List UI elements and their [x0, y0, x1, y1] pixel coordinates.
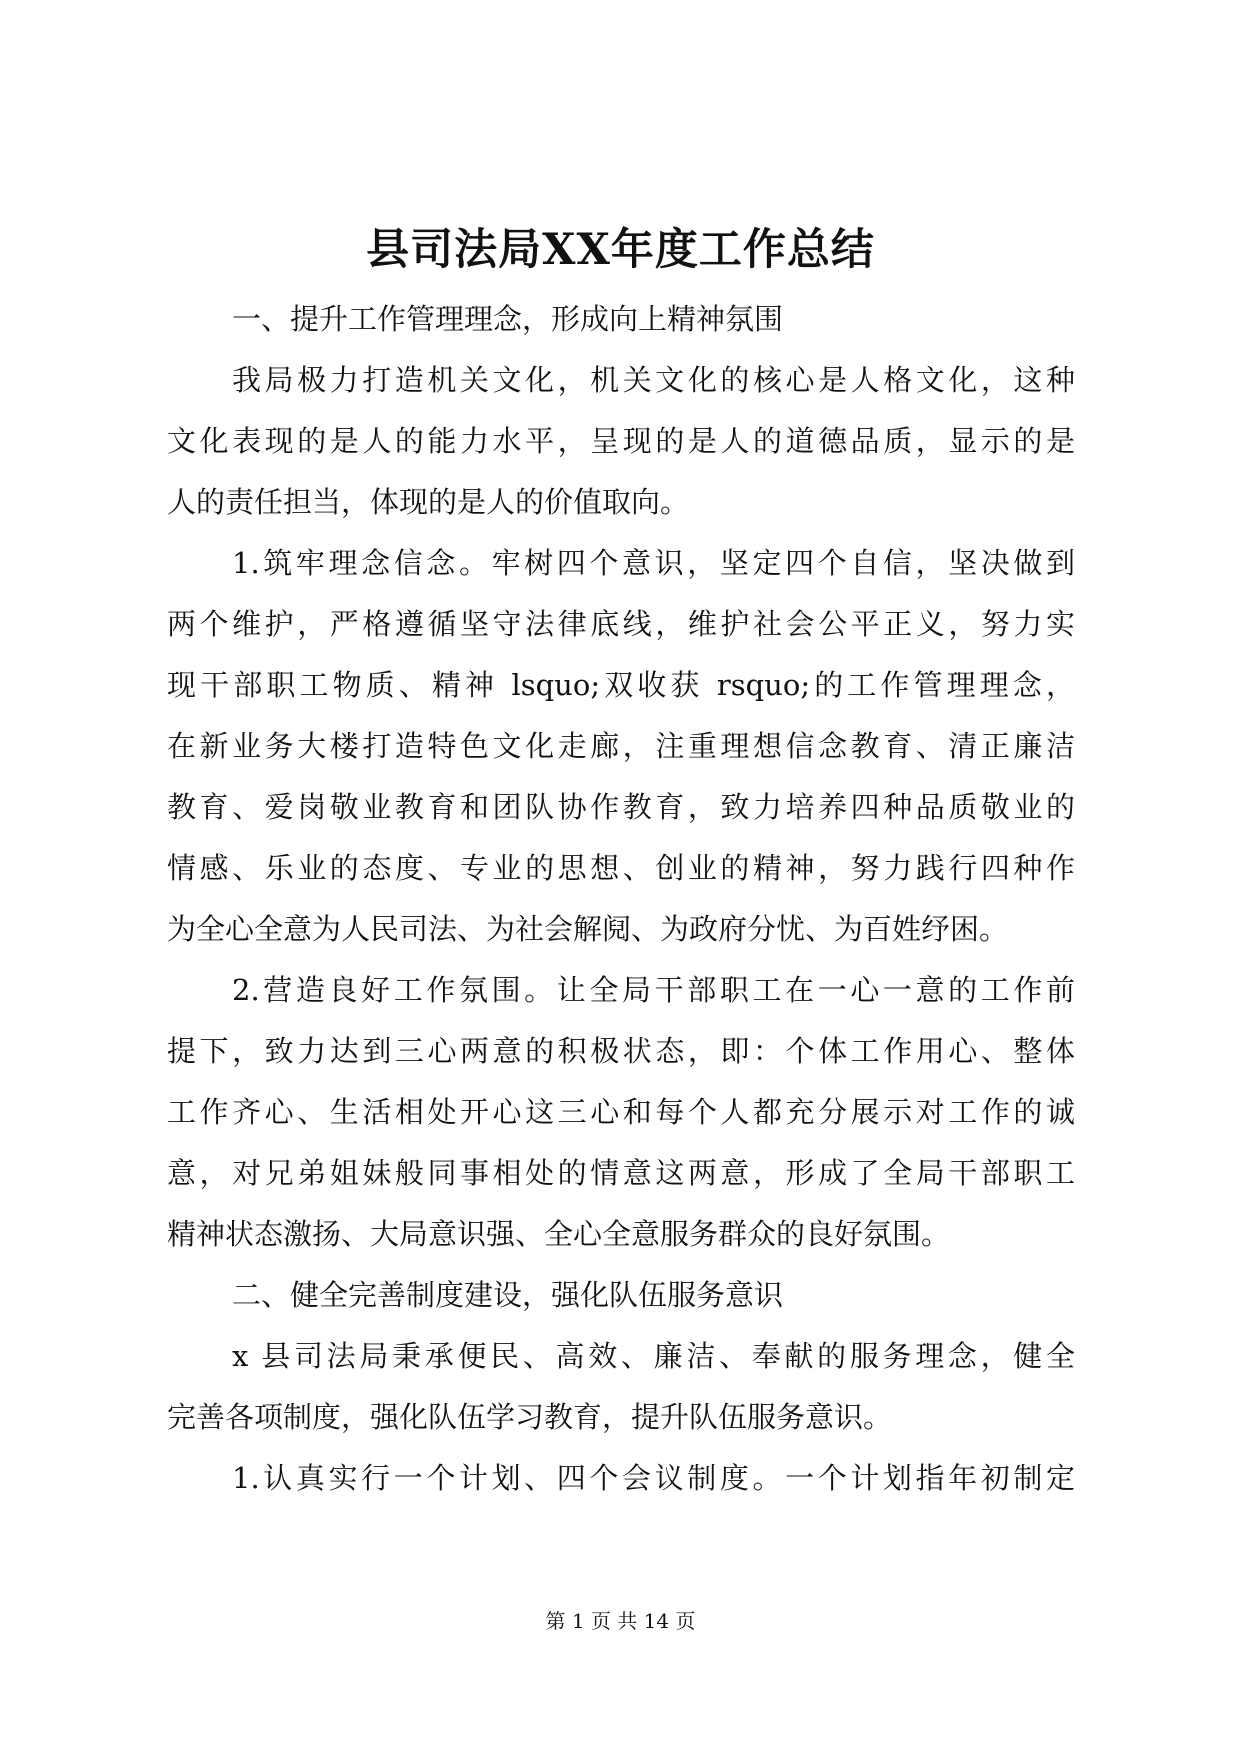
- text-line: 二、健全完善制度建设，强化队伍服务意识: [232, 1278, 784, 1312]
- text-line: 一、提升工作管理理念，形成向上精神氛围: [232, 302, 784, 336]
- text-line: 情感、乐业的态度、专业的思想、创业的精神，努力践行四种作: [167, 851, 1075, 885]
- text-line: 精神状态激扬、大局意识强、全心全意服务群众的良好氛围。: [167, 1217, 951, 1251]
- page-footer: 第 1 页 共 14 页: [545, 1609, 696, 1633]
- text-line: 教育、爱岗敬业教育和团队协作教育，致力培养四种品质敬业的: [167, 790, 1075, 824]
- document-title: 县司法局XX年度工作总结: [366, 225, 875, 275]
- text-line: 提下，致力达到三心两意的积极状态，即：个体工作用心、整体: [167, 1034, 1075, 1068]
- text-line: 人的责任担当，体现的是人的价值取向。: [167, 485, 690, 519]
- text-line: 1.筑牢理念信念。牢树四个意识，坚定四个自信，坚决做到: [232, 546, 1075, 580]
- text-line: 现干部职工物质、精神 lsquo;双收获 rsquo;的工作管理理念，: [167, 668, 1075, 702]
- text-line: 在新业务大楼打造特色文化走廊，注重理想信念教育、清正廉洁: [167, 729, 1075, 763]
- text-line: 我局极力打造机关文化，机关文化的核心是人格文化，这种: [232, 363, 1075, 397]
- document-body: [167, 289, 1075, 1509]
- text-line: 为全心全意为人民司法、为社会解阋、为政府分忧、为百姓纾困。: [167, 912, 1009, 946]
- text-line: 意，对兄弟姐妹般同事相处的情意这两意，形成了全局干部职工: [167, 1156, 1075, 1190]
- text-line: 文化表现的是人的能力水平，呈现的是人的道德品质，显示的是: [167, 424, 1075, 458]
- text-line: x 县司法局秉承便民、高效、廉洁、奉献的服务理念，健全: [232, 1339, 1075, 1373]
- text-line: 两个维护，严格遵循坚守法律底线，维护社会公平正义，努力实: [167, 607, 1075, 641]
- text-line: 工作齐心、生活相处开心这三心和每个人都充分展示对工作的诚: [167, 1095, 1075, 1129]
- text-line: 1.认真实行一个计划、四个会议制度。一个计划指年初制定: [232, 1461, 1075, 1495]
- text-line: 2.营造良好工作氛围。让全局干部职工在一心一意的工作前: [232, 973, 1075, 1007]
- text-line: 完善各项制度，强化队伍学习教育，提升队伍服务意识。: [167, 1400, 893, 1434]
